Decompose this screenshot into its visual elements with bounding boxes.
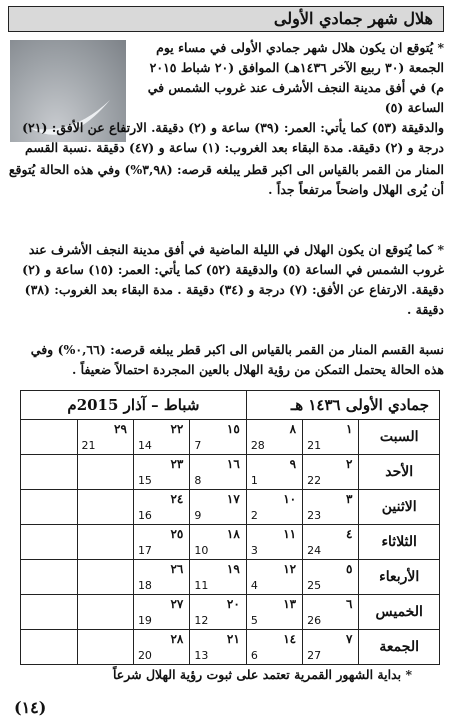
hijri-day-number: ٢٦ — [170, 562, 184, 576]
calendar-row — [21, 630, 440, 665]
calendar-cell — [246, 420, 302, 455]
hijri-day-number: ١٩ — [226, 562, 240, 576]
gregorian-day-number: 16 — [137, 509, 152, 522]
day-name: السبت — [359, 420, 440, 455]
hijri-day-number: ١١ — [283, 527, 297, 541]
calendar-cell — [133, 595, 189, 630]
calendar-cell — [246, 455, 302, 490]
paragraph-1-continued: والدقيقة (٥٣) كما يأتي: العمر: (٣٩) ساعة و (٢) دقيقة. الارتفاع عن الأفق: (٢١) درجة و (٢) دقيقة. مدة البقاء بعد الغروب: (١) ساعة و (٤٧) دقيقة .نسبة القسم — [22, 120, 444, 155]
gregorian-day-number: 10 — [194, 544, 209, 557]
day-name: الأحد — [359, 455, 440, 490]
calendar-cell — [303, 420, 359, 455]
day-name: الخميس — [359, 595, 440, 630]
hijri-day-number: ٢ — [345, 457, 353, 471]
gregorian-day-number: 12 — [194, 614, 209, 627]
gregorian-day-number: 8 — [194, 474, 202, 487]
gregorian-day-number: 17 — [137, 544, 152, 557]
gregorian-day-number: 18 — [137, 579, 152, 592]
calendar-header — [21, 391, 440, 420]
gregorian-day-number: 21 — [81, 439, 96, 452]
calendar-cell — [246, 525, 302, 560]
hijri-day-number: ٦ — [345, 597, 353, 611]
calendar-cell — [77, 525, 133, 560]
calendar-cell — [303, 595, 359, 630]
calendar-cell — [246, 630, 302, 665]
paragraph-1: * يُتوقع ان يكون هلال شهر جمادي الأولى في مساء يوم الجمعة (٣٠ ربيع الآخر ١٤٣٦هـ) الموافق (٢٠ شباط ٢٠١٥ م) في أفق مدينة النجف الأشرف عند غروب الشمس في الساعة (٥) — [147, 40, 444, 115]
page-number: (١٤) — [14, 698, 47, 717]
paragraph-2: المنار من القمر بالقياس الى اكبر قطر يبلغه قرصه: (٣,٩٨%) وفي هذه الحالة يُتوقع أن يُرى الهلال واضحاً مرتفعاً جداً . — [8, 162, 444, 197]
hijri-day-number: ٢٢ — [170, 422, 184, 436]
calendar-cell — [77, 630, 133, 665]
hijri-day-number: ١٤ — [283, 632, 297, 646]
paragraph-4: نسبة القسم المنار من القمر بالقياس الى اكبر قطر يبلغه قرصه: (٠,٦٦%) وفي هذه الحالة يحتمل التمكن من رؤية الهلال بالعين المجردة احتمالاً ضعيفاً . — [30, 342, 444, 377]
hijri-day-number: ١٣ — [283, 597, 297, 611]
calendar-cell — [21, 595, 78, 630]
hijri-day-number: ٤ — [345, 527, 353, 541]
calendar-cell — [21, 630, 78, 665]
calendar-cell — [246, 560, 302, 595]
gregorian-day-number: 13 — [194, 649, 209, 662]
gregorian-day-number: 20 — [137, 649, 152, 662]
hijri-month-header: جمادي الأولى ١٤٣٦ هـ — [246, 391, 439, 420]
gregorian-day-number: 2 — [250, 509, 258, 522]
hijri-day-number: ١٦ — [226, 457, 240, 471]
hijri-day-number: ٧ — [345, 632, 353, 646]
footnote: * بداية الشهور القمرية تعتمد على ثبوت رؤية الهلال شرعاً — [112, 667, 412, 682]
gregorian-day-number: 26 — [307, 614, 322, 627]
calendar-cell — [303, 560, 359, 595]
month-calendar — [20, 390, 440, 665]
calendar-row — [21, 595, 440, 630]
calendar-cell — [246, 490, 302, 525]
gregorian-month-header: شباط – آذار 2015م — [21, 391, 247, 420]
calendar-cell — [190, 560, 246, 595]
gregorian-day-number: 15 — [137, 474, 152, 487]
hijri-day-number: ٢٧ — [170, 597, 184, 611]
calendar-cell — [303, 490, 359, 525]
gregorian-day-number: 6 — [250, 649, 258, 662]
hijri-day-number: ٢٨ — [170, 632, 184, 646]
gregorian-day-number: 22 — [307, 474, 322, 487]
gregorian-day-number: 1 — [250, 474, 258, 487]
gregorian-day-number: 23 — [307, 509, 322, 522]
calendar-cell — [133, 490, 189, 525]
gregorian-day-number: 7 — [194, 439, 202, 452]
hijri-day-number: ٢٥ — [170, 527, 184, 541]
page-title: هلال شهر جمادي الأولى — [8, 6, 444, 32]
hijri-day-number: ١٢ — [283, 562, 297, 576]
calendar-cell — [77, 490, 133, 525]
gregorian-day-number: 21 — [307, 439, 322, 452]
gregorian-day-number: 24 — [307, 544, 322, 557]
gregorian-day-number: 11 — [194, 579, 209, 592]
calendar-cell — [21, 420, 78, 455]
day-name: الاثنين — [359, 490, 440, 525]
hijri-day-number: ١٥ — [226, 422, 240, 436]
calendar-cell — [190, 630, 246, 665]
calendar-row — [21, 490, 440, 525]
calendar-cell — [77, 420, 133, 455]
calendar-cell — [133, 630, 189, 665]
hijri-day-number: ١٨ — [226, 527, 240, 541]
gregorian-day-number: 27 — [307, 649, 322, 662]
hijri-day-number: ٩ — [289, 457, 297, 471]
gregorian-day-number: 4 — [250, 579, 258, 592]
gregorian-day-number: 19 — [137, 614, 152, 627]
calendar-cell — [190, 525, 246, 560]
calendar-cell — [303, 630, 359, 665]
calendar-row — [21, 525, 440, 560]
calendar-cell — [190, 420, 246, 455]
hijri-day-number: ٢١ — [226, 632, 240, 646]
calendar-cell — [246, 595, 302, 630]
calendar-cell — [77, 595, 133, 630]
hijri-day-number: ١٧ — [226, 492, 240, 506]
calendar-cell — [77, 455, 133, 490]
gregorian-day-number: 14 — [137, 439, 152, 452]
calendar-cell — [21, 525, 78, 560]
paragraph-3: * كما يُتوقع ان يكون الهلال في الليلة الماضية في أفق مدينة النجف الأشرف عند غروب الشمس في الساعة (٥) والدقيقة (٥٢) كما يأتي: العمر: (١٥) ساعة و (٢) دقيقة. الارتفاع عن الأفق: (٧) درجة و (٣٤) دقيقة . مدة البقاء بعد الغروب: (٣٨) دقيقة . — [22, 242, 444, 317]
day-name: الجمعة — [359, 630, 440, 665]
calendar-cell — [303, 525, 359, 560]
calendar-cell — [133, 420, 189, 455]
hijri-day-number: ٢٣ — [170, 457, 184, 471]
day-name: الثلاثاء — [359, 525, 440, 560]
hijri-day-number: ٣ — [345, 492, 353, 506]
calendar-row — [21, 560, 440, 595]
calendar-cell — [303, 455, 359, 490]
calendar-cell — [190, 595, 246, 630]
gregorian-day-number: 25 — [307, 579, 322, 592]
hijri-day-number: ٢٩ — [114, 422, 127, 436]
hijri-day-number: ١ — [345, 422, 353, 436]
hijri-day-number: ١٠ — [283, 492, 297, 506]
gregorian-day-number: 5 — [250, 614, 258, 627]
gregorian-day-number: 28 — [250, 439, 265, 452]
calendar-cell — [21, 455, 78, 490]
hijri-day-number: ٨ — [289, 422, 297, 436]
hijri-day-number: ٥ — [345, 562, 353, 576]
day-name: الأربعاء — [359, 560, 440, 595]
calendar-row — [21, 455, 440, 490]
calendar-cell — [190, 490, 246, 525]
hijri-day-number: ٢٤ — [170, 492, 184, 506]
gregorian-day-number: 9 — [194, 509, 202, 522]
calendar-cell — [190, 455, 246, 490]
calendar-cell — [133, 455, 189, 490]
calendar-cell — [21, 490, 78, 525]
calendar-row — [21, 420, 440, 455]
calendar-cell — [77, 560, 133, 595]
calendar-cell — [133, 560, 189, 595]
hijri-day-number: ٢٠ — [226, 597, 240, 611]
calendar-cell — [133, 525, 189, 560]
gregorian-day-number: 3 — [250, 544, 258, 557]
calendar-cell — [21, 560, 78, 595]
